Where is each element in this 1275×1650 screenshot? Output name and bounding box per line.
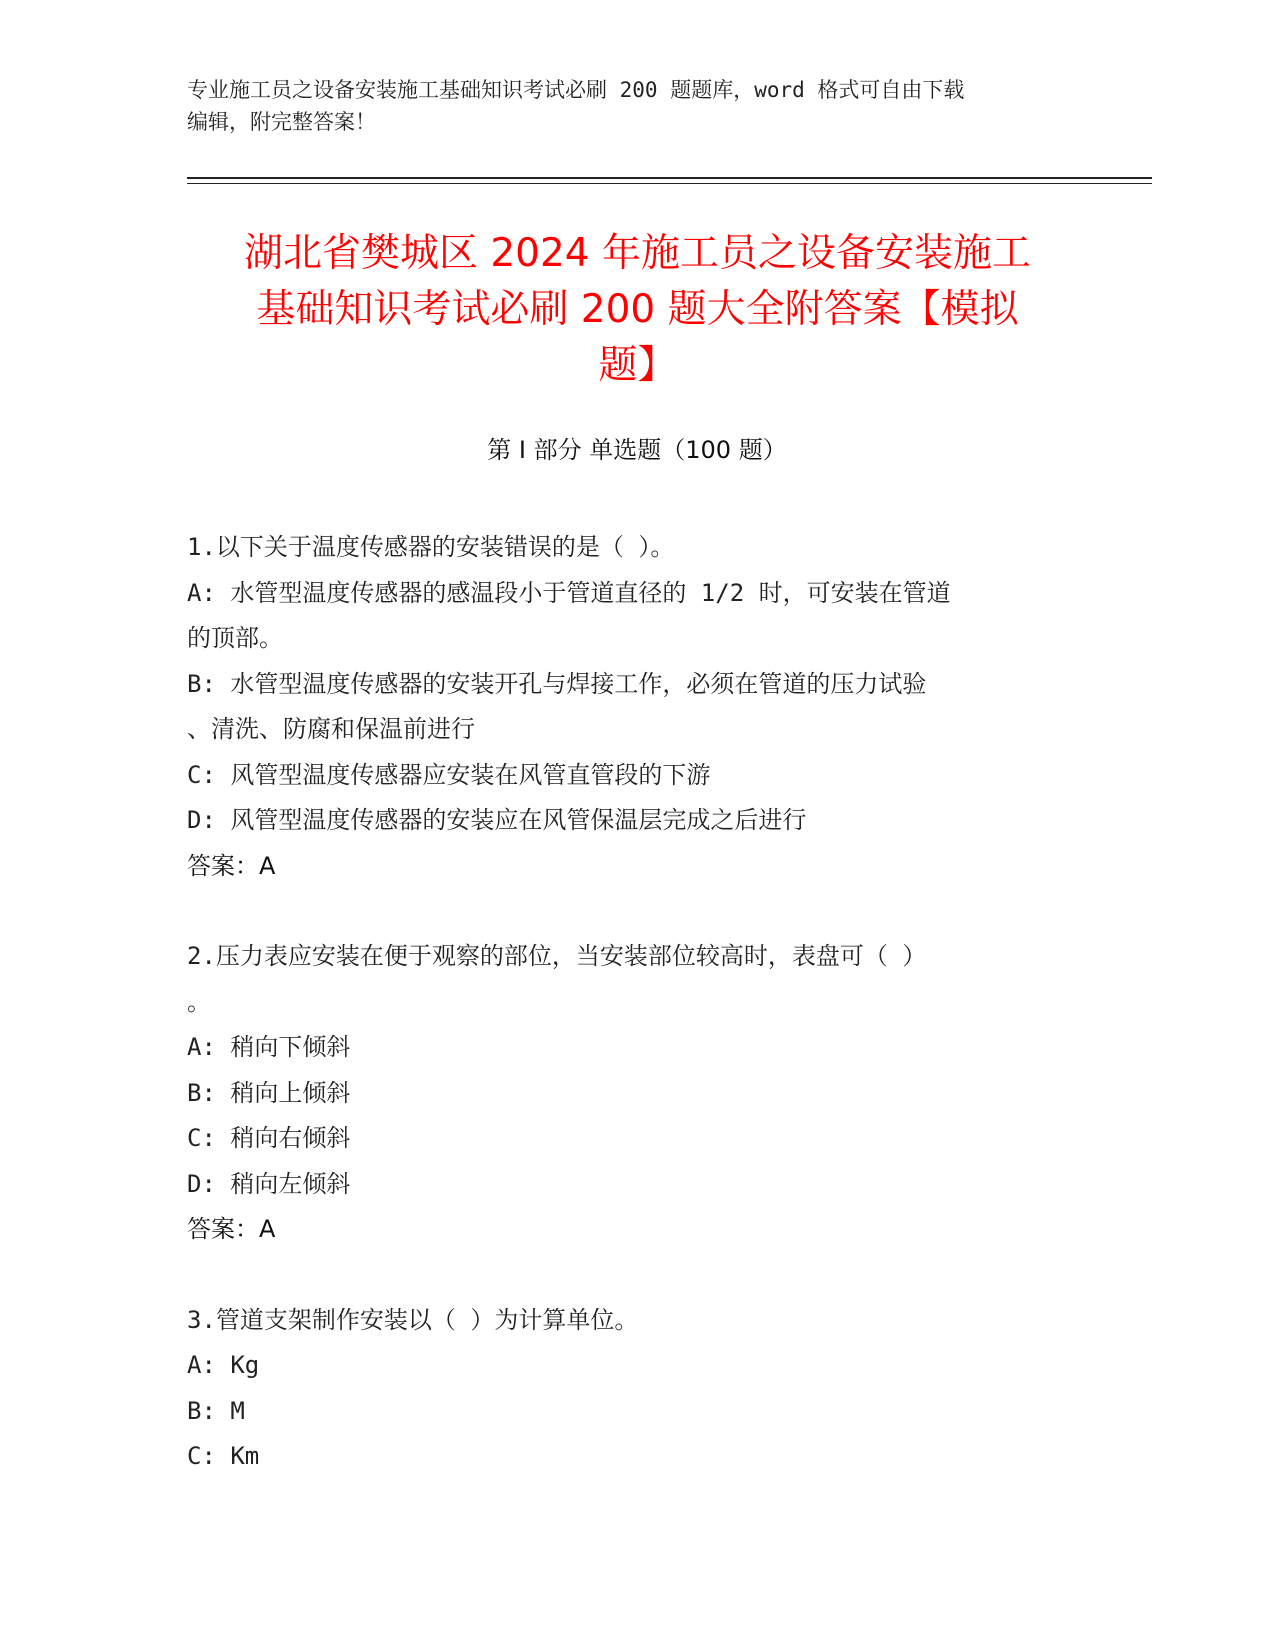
question-3 <box>187 1298 1067 1480</box>
question-stem: 1.以下关于温度传感器的安装错误的是（ ）。 <box>187 533 675 561</box>
option-b: B: 水管型温度传感器的安装开孔与焊接工作，必须在管道的压力试验 <box>187 669 927 698</box>
question-stem: 2.压力表应安装在便于观察的部位，当安装部位较高时，表盘可（ ） <box>187 942 927 970</box>
option-c: C: 稍向右倾斜 <box>187 1124 351 1152</box>
document-title <box>150 226 1125 394</box>
document-title-line-2: 基础知识考试必刷 200 题大全附答案【模拟 <box>256 287 1019 332</box>
question-stem-continued: 。 <box>187 987 211 1016</box>
answer: 答案：A <box>187 1215 276 1243</box>
option-d: D: 稍向左倾斜 <box>187 1169 351 1198</box>
header-note-line-1: 专业施工员之设备安装施工基础知识考试必刷 200 题题库，word 格式可自由下载 <box>187 78 965 102</box>
option-b: B: M <box>187 1396 245 1425</box>
option-d: D: 风管型温度传感器的安装应在风管保温层完成之后进行 <box>187 806 807 834</box>
option-c: C: Km <box>187 1442 260 1470</box>
header-note-line-2: 编辑，附完整答案！ <box>187 110 376 134</box>
option-b-continued: 、清洗、防腐和保温前进行 <box>187 715 475 743</box>
header-rule-thick <box>187 177 1152 179</box>
answer: 答案：A <box>187 851 276 880</box>
header-rule-thin <box>187 183 1152 184</box>
option-a: A: 水管型温度传感器的感温段小于管道直径的 1/2 时，可安装在管道 <box>187 578 951 607</box>
option-a: A: 稍向下倾斜 <box>187 1033 351 1061</box>
section-title: 第 I 部分 单选题（100 题） <box>487 436 787 464</box>
option-a: A: Kg <box>187 1351 260 1379</box>
document-title-line-1: 湖北省樊城区 2024 年施工员之设备安装施工 <box>243 231 1032 276</box>
question-stem: 3.管道支架制作安装以（ ）为计算单位。 <box>187 1305 639 1334</box>
option-a-continued: 的顶部。 <box>187 624 283 652</box>
option-c: C: 风管型温度传感器应安装在风管直管段的下游 <box>187 760 711 789</box>
question-list <box>187 525 1067 1525</box>
header-note <box>187 74 1067 138</box>
option-b: B: 稍向上倾斜 <box>187 1078 351 1107</box>
question-1 <box>187 525 1067 889</box>
question-2 <box>187 934 1067 1253</box>
document-title-line-3: 题】 <box>598 343 677 388</box>
